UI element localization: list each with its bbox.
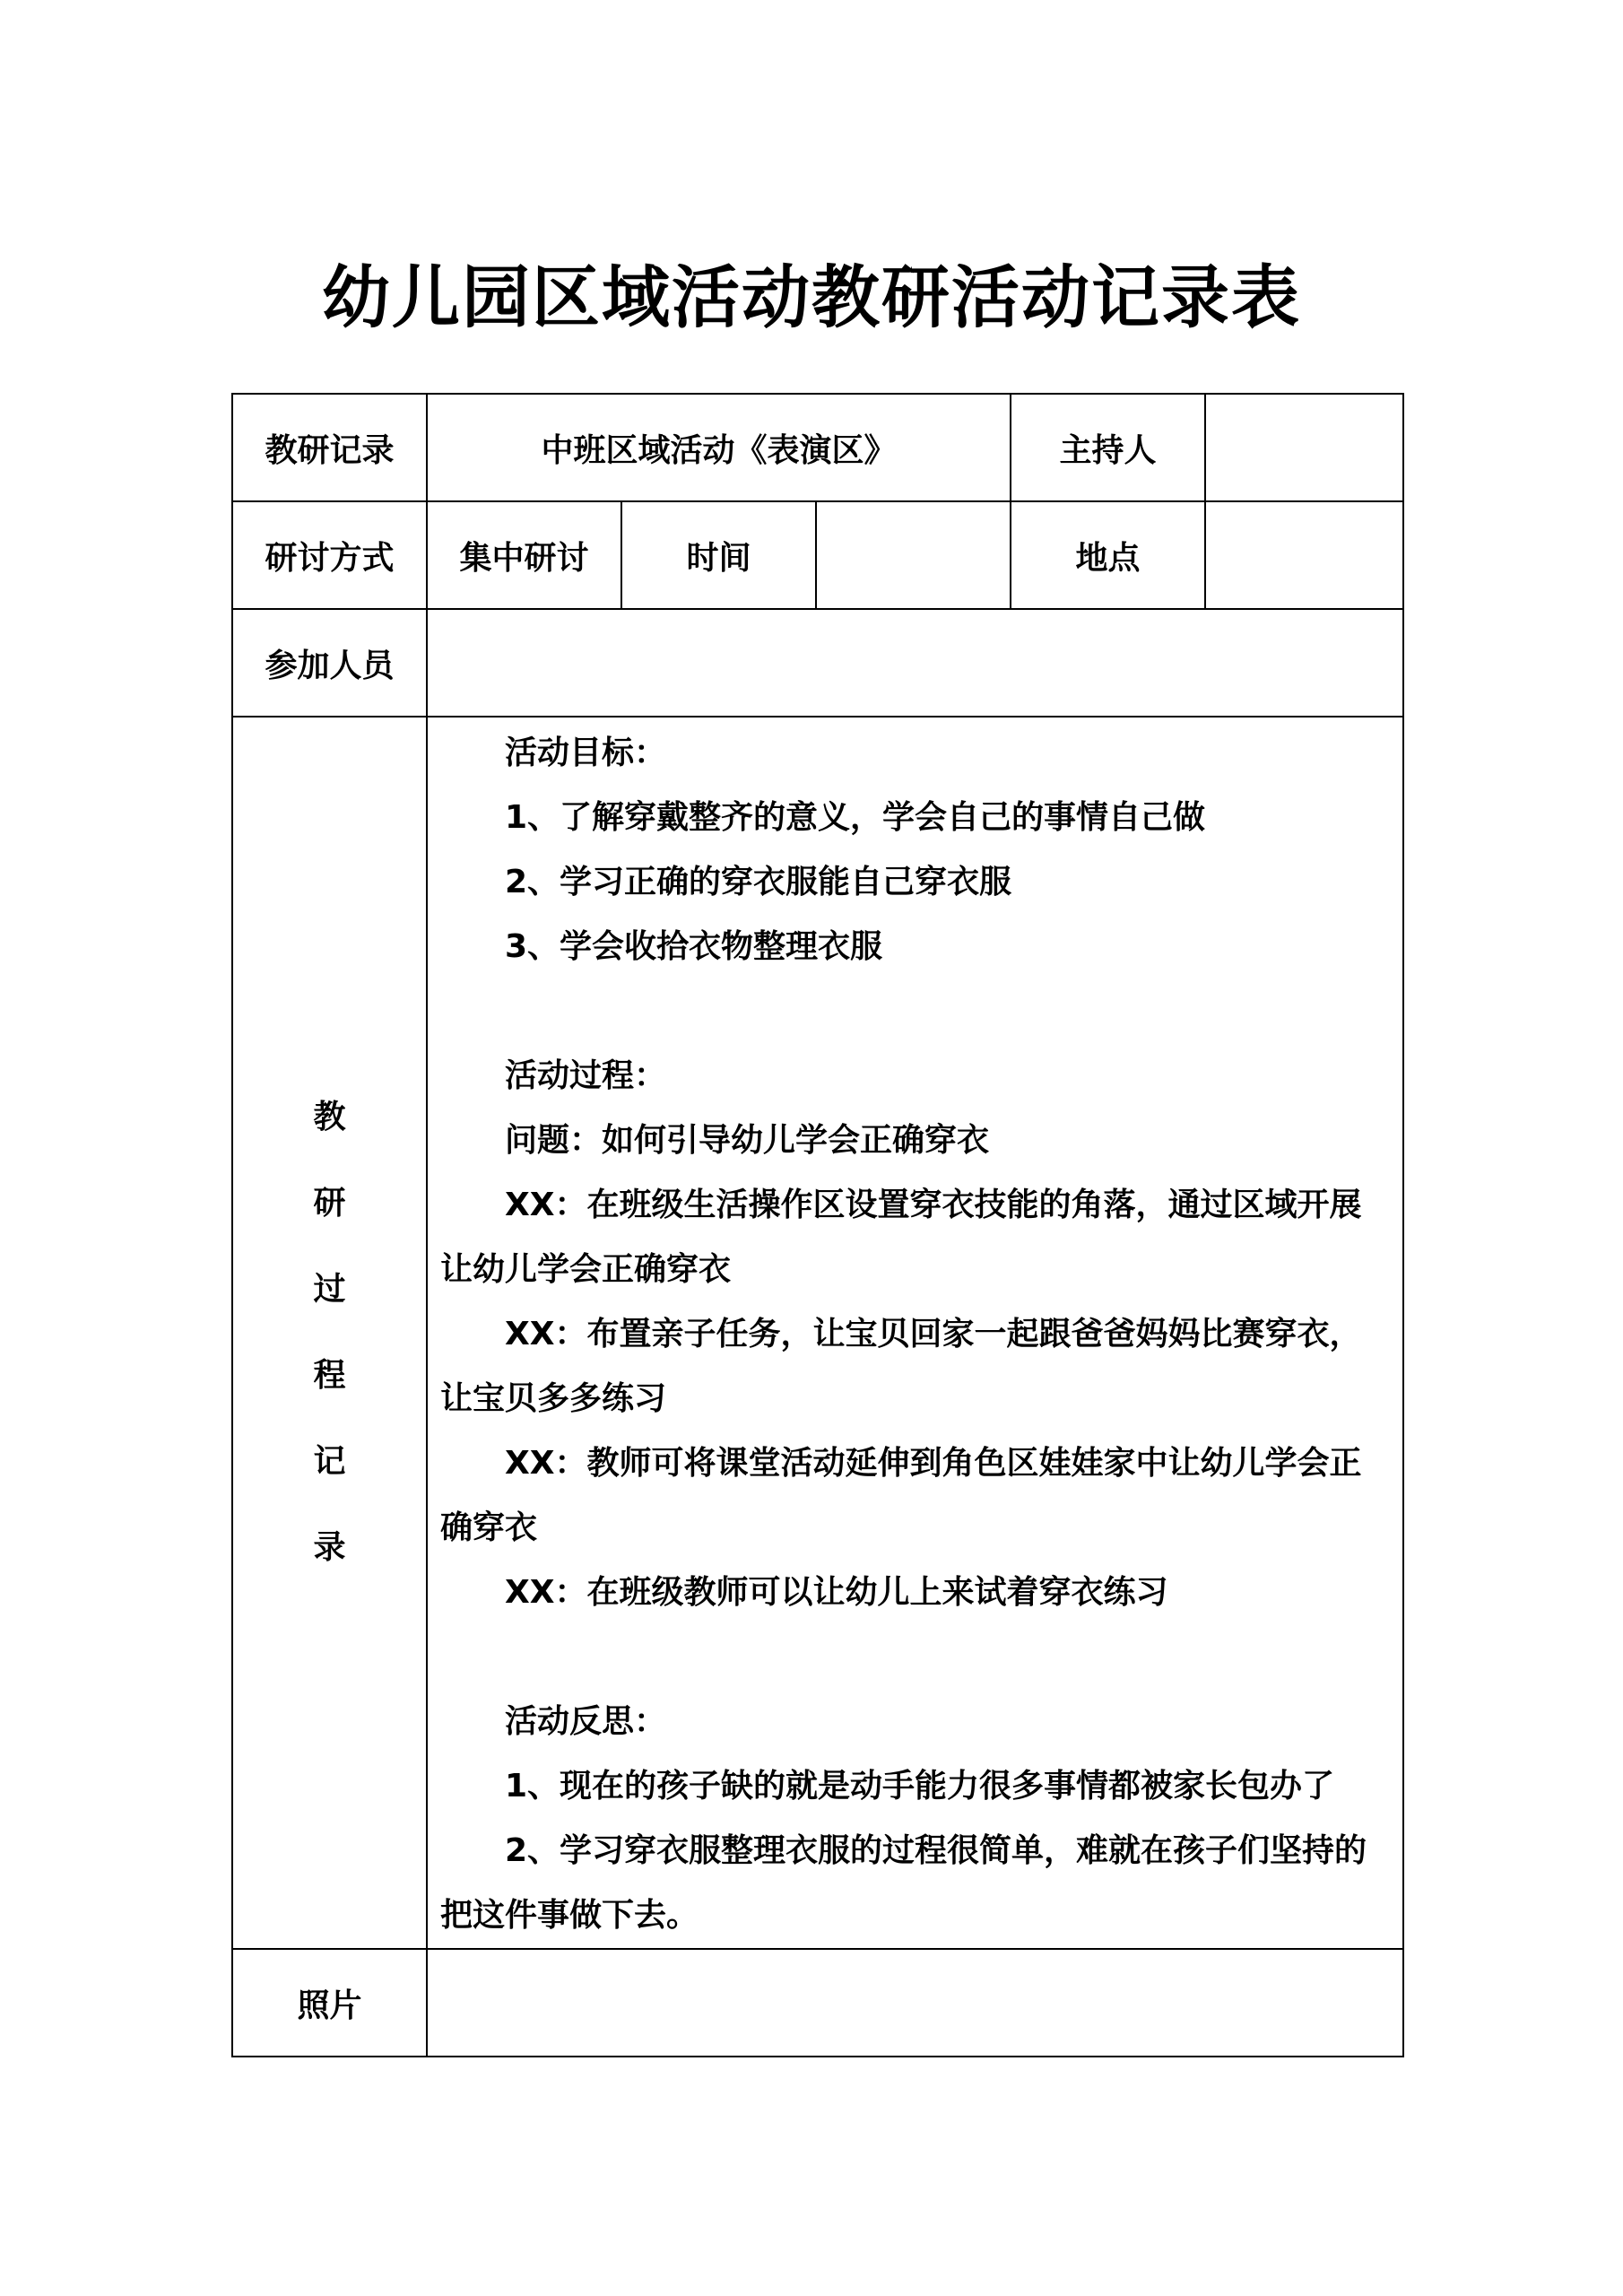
participants-label-cell: 参加人员 xyxy=(232,609,427,717)
process-item: XX：在班级生活操作区设置穿衣技能的角落，通过区域开展让幼儿学会正确穿衣 xyxy=(440,1187,1362,1288)
blank-line xyxy=(440,1625,1390,1690)
time-value-cell xyxy=(816,501,1011,609)
process-label-char: 教 xyxy=(313,1099,346,1135)
host-label-cell: 主持人 xyxy=(1011,394,1205,501)
method-label-cell: 研讨方式 xyxy=(232,501,427,609)
goal-item: 2、学习正确的穿衣服能自己穿衣服 xyxy=(505,864,1012,900)
process-label-char: 录 xyxy=(313,1529,346,1566)
location-label-cell: 地点 xyxy=(1011,501,1205,609)
table-row-record xyxy=(232,394,1403,501)
process-heading: 活动过程： xyxy=(505,1057,667,1094)
goal-heading: 活动目标： xyxy=(505,735,667,771)
photo-value-cell xyxy=(427,1949,1403,2057)
host-value-cell xyxy=(1205,394,1403,501)
table-row-method xyxy=(232,501,1403,609)
record-value-cell: 中班区域活动《表演区》 xyxy=(427,394,1011,501)
record-label-cell: 教研记录 xyxy=(232,394,427,501)
process-question: 问题：如何引导幼儿学会正确穿衣 xyxy=(505,1122,990,1159)
reflection-item: 2、学习穿衣服整理衣服的过程很简单，难就在孩子们坚持的把这件事做下去。 xyxy=(440,1832,1367,1934)
reflection-heading: 活动反思： xyxy=(505,1703,667,1740)
blank-line xyxy=(440,979,1390,1044)
process-label-char: 记 xyxy=(313,1443,346,1480)
process-label-char: 程 xyxy=(313,1357,346,1394)
photo-label-cell: 照片 xyxy=(232,1949,427,2057)
goal-item: 1、了解穿戴整齐的意义，学会自己的事情自己做 xyxy=(505,799,1206,836)
method-value-cell: 集中研讨 xyxy=(427,501,621,609)
participants-value-cell xyxy=(427,609,1403,717)
process-item: XX：布置亲子任务，让宝贝回家一起跟爸爸妈妈比赛穿衣，让宝贝多多练习 xyxy=(440,1316,1362,1417)
process-label-char: 过 xyxy=(313,1271,346,1308)
record-table xyxy=(231,393,1404,2057)
table-row-photo xyxy=(232,1949,1403,2057)
process-item: XX：在班级教师可以让幼儿上来试着穿衣练习 xyxy=(505,1574,1168,1611)
process-content-cell xyxy=(427,717,1403,1949)
table-row-process xyxy=(232,717,1403,1949)
page-title: 幼儿园区域活动教研活动记录表 xyxy=(322,257,1301,337)
reflection-item: 1、现在的孩子缺的就是动手能力很多事情都被家长包办了 xyxy=(505,1768,1335,1805)
process-label-cell xyxy=(232,717,427,1949)
process-label-char: 研 xyxy=(313,1185,346,1222)
process-item: XX：教师可将课堂活动延伸到角色区娃娃家中让幼儿学会正确穿衣 xyxy=(440,1445,1362,1546)
time-label-cell: 时间 xyxy=(621,501,816,609)
location-value-cell xyxy=(1205,501,1403,609)
goal-item: 3、学会收拾衣物整理衣服 xyxy=(505,928,883,965)
table-row-participants xyxy=(232,609,1403,717)
